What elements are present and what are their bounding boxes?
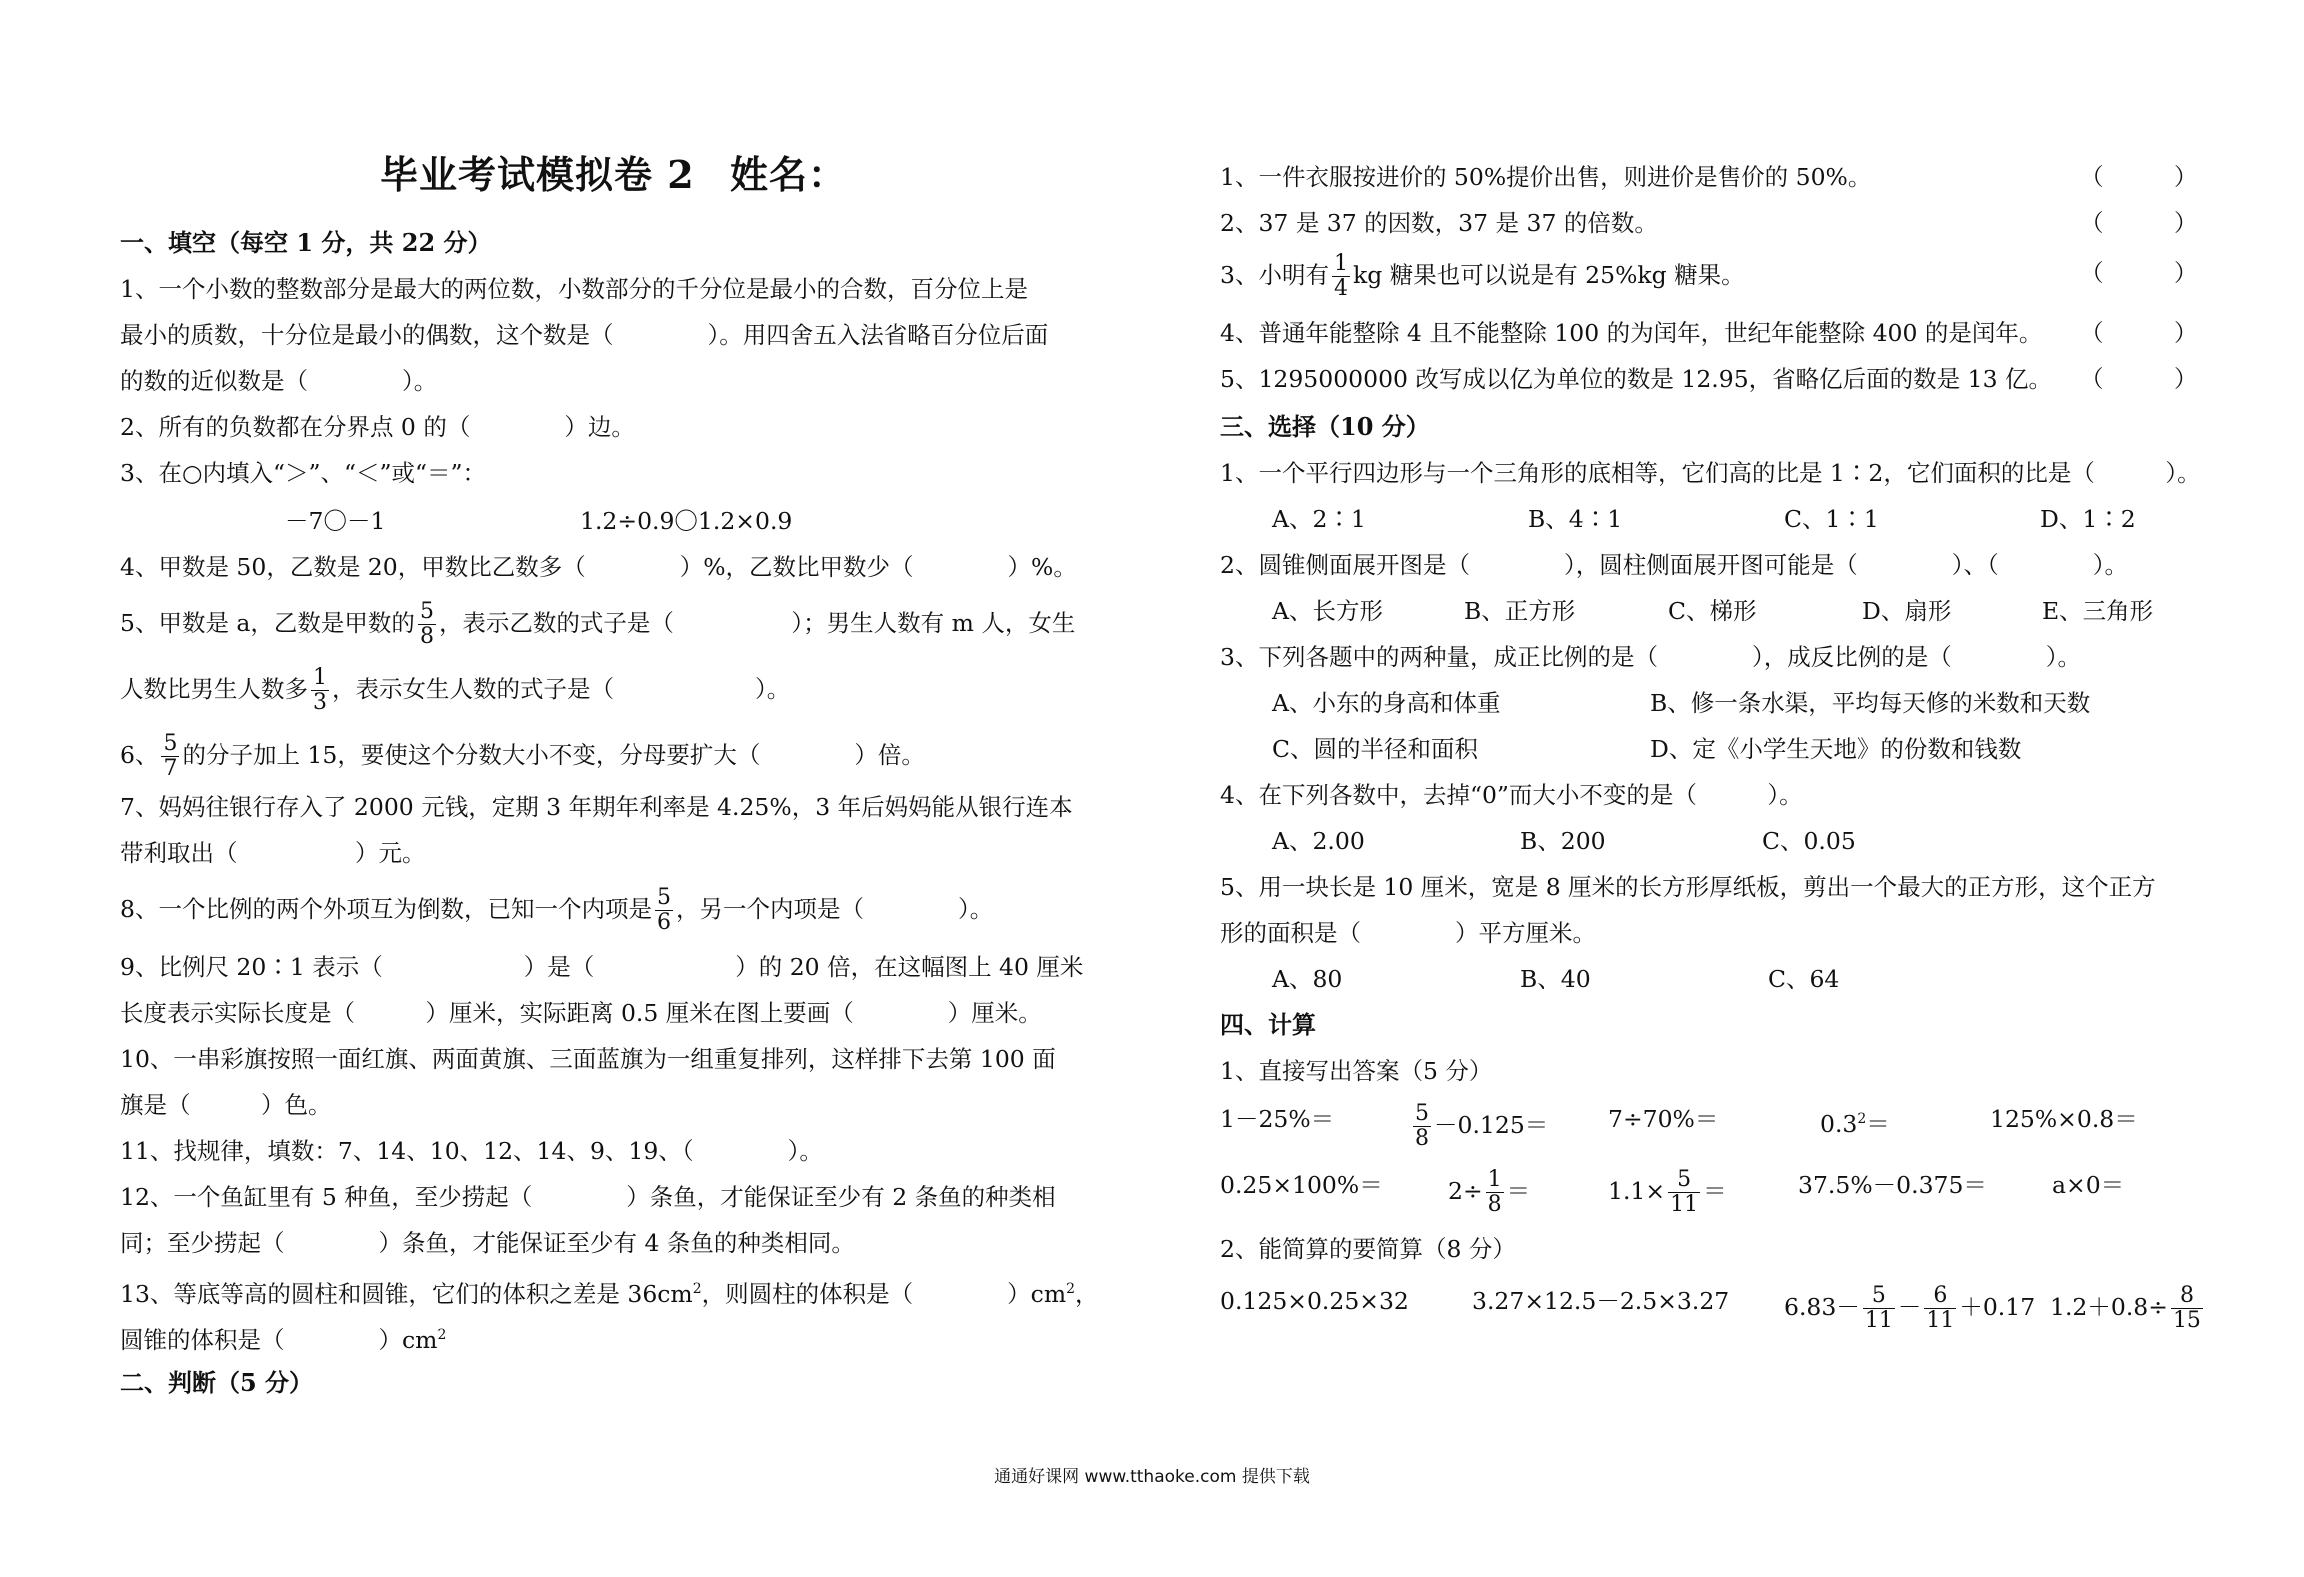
judge-1-paren[interactable]: （ ） — [2080, 163, 2198, 191]
q7-line1: 7、妈妈往银行存入了 2000 元钱，定期 3 年期年利率是 4.25%，3 年后妈妈能从银行连本 — [120, 793, 1073, 821]
judge-1: 1、一件衣服按进价的 50%提价出售，则进价是售价的 50%。 — [1220, 163, 1872, 191]
choice-4-opt-b: B、200 — [1520, 827, 1606, 855]
q4: 4、甲数是 50，乙数是 20，甲数比乙数多（ ）%，乙数比甲数少（ ）%。 — [120, 553, 1077, 581]
q10-line1: 10、一串彩旗按照一面红旗、两面黄旗、三面蓝旗为一组重复排列，这样排下去第 100 面 — [120, 1045, 1056, 1073]
q11: 11、找规律，填数：7、14、10、12、14、9、19、（ ）。 — [120, 1137, 823, 1165]
choice-2-opt-a: A、长方形 — [1272, 597, 1383, 625]
footer-source: 通通好课网 www.tthaoke.com 提供下载 — [994, 1467, 1310, 1487]
choice-1: 1、一个平行四边形与一个三角形的底相等，它们高的比是 1∶2，它们面积的比是（ ）。 — [1220, 459, 2201, 487]
expr-7: 2÷ $\frac{1}{8}$ ＝ — [1448, 1167, 1531, 1217]
choice-2-opt-b: B、正方形 — [1464, 597, 1576, 625]
choice-5-line1: 5、用一块长是 10 厘米，宽是 8 厘米的长方形厚纸板，剪出一个最大的正方形，这个正方 — [1220, 873, 2156, 901]
choice-1-opt-a: A、2∶1 — [1272, 505, 1366, 533]
section-judge: 二、判断（5 分） — [120, 1368, 314, 1397]
q10-line2: 旗是（ ）色。 — [120, 1091, 332, 1119]
fraction: $\frac{5}{11}$ — [1864, 1283, 1893, 1333]
q5-line2: 人数比男生人数多 $\frac{1}{3}$ ，表示女生人数的式子是（ ）。 — [120, 665, 791, 715]
fraction: $\frac{5}{11}$ — [1670, 1167, 1699, 1217]
choice-1-opt-d: D、1∶2 — [2040, 505, 2136, 533]
fraction: $\frac{5}{7}$ — [163, 731, 178, 781]
q7-line2: 带利取出（ ）元。 — [120, 839, 426, 867]
expr-8: 1.1× $\frac{5}{11}$ ＝ — [1608, 1167, 1727, 1217]
choice-3-opt-a: A、小东的身高和体重 — [1272, 689, 1501, 717]
choice-5-opt-b: B、40 — [1520, 965, 1591, 993]
judge-5: 5、1295000000 改写成以亿为单位的数是 12.95，省略亿后面的数是 13 亿。 — [1220, 365, 2053, 393]
q9-line1: 9、比例尺 20∶1 表示（ ）是（ ）的 20 倍，在这幅图上 40 厘米 — [120, 953, 1084, 981]
q1-line2: 最小的质数，十分位是最小的偶数，这个数是（ ）。用四舍五入法省略百分位后面 — [120, 321, 1049, 349]
judge-2-paren[interactable]: （ ） — [2080, 209, 2198, 237]
choice-3-opt-c: C、圆的半径和面积 — [1272, 735, 1478, 763]
q3-expr-a: －7〇－1 — [285, 507, 386, 535]
choice-1-opt-c: C、1∶1 — [1784, 505, 1879, 533]
q6: 6、 $\frac{5}{7}$ 的分子加上 15，要使这个分数大小不变，分母要扩大（ ）倍。 — [120, 731, 925, 781]
expr-10: a×0＝ — [2052, 1171, 2125, 1199]
q1-line1: 1、一个小数的整数部分是最大的两位数，小数部分的千分位是最小的合数，百分位上是 — [120, 275, 1028, 303]
q2: 2、所有的负数都在分界点 0 的（ ）边。 — [120, 413, 635, 441]
q3-expr-b: 1.2÷0.9〇1.2×0.9 — [580, 507, 793, 535]
q12-line2: 同；至少捞起（ ）条鱼，才能保证至少有 4 条鱼的种类相同。 — [120, 1229, 855, 1257]
exam-title: 毕业考试模拟卷 2 — [380, 152, 695, 197]
simplify-1: 0.125×0.25×32 — [1220, 1287, 1409, 1315]
expr-1: 1－25%＝ — [1220, 1105, 1335, 1133]
expr-5: 125%×0.8＝ — [1990, 1105, 2138, 1133]
q12-line1: 12、一个鱼缸里有 5 种鱼，至少捞起（ ）条鱼，才能保证至少有 2 条鱼的种类相 — [120, 1183, 1056, 1211]
q3: 3、在○内填入“＞”、“＜”或“＝”： — [120, 459, 487, 487]
choice-5-opt-a: A、80 — [1272, 965, 1343, 993]
judge-3: 3、小明有 $\frac{1}{4}$ kg 糖果也可以说是有 25%kg 糖果。 — [1220, 251, 1745, 301]
expr-6: 0.25×100%＝ — [1220, 1171, 1383, 1199]
choice-4-opt-c: C、0.05 — [1762, 827, 1856, 855]
fraction: $\frac{6}{11}$ — [1926, 1283, 1955, 1333]
choice-4-opt-a: A、2.00 — [1272, 827, 1365, 855]
choice-3: 3、下列各题中的两种量，成正比例的是（ ），成反比例的是（ ）。 — [1220, 643, 2081, 671]
choice-5-line2: 形的面积是（ ）平方厘米。 — [1220, 919, 1596, 947]
fraction: $\frac{8}{15}$ — [2172, 1283, 2201, 1333]
fraction: $\frac{5}{8}$ — [419, 599, 434, 649]
choice-2-opt-e: E、三角形 — [2042, 597, 2154, 625]
section-calc: 四、计算 — [1220, 1010, 1316, 1039]
expr-9: 37.5%－0.375＝ — [1798, 1171, 1987, 1199]
simplify-4: 1.2＋0.8÷ $\frac{8}{15}$ — [2050, 1283, 2201, 1333]
calc-1-heading: 1、直接写出答案（5 分） — [1220, 1057, 1493, 1085]
fraction: $\frac{1}{4}$ — [1333, 251, 1348, 301]
simplify-3: 6.83－ $\frac{5}{11}$ － $\frac{6}{11}$ ＋0.17 — [1784, 1283, 2036, 1333]
section-choice: 三、选择（10 分） — [1220, 412, 1430, 441]
calc-2-heading: 2、能简算的要简算（8 分） — [1220, 1235, 1516, 1263]
judge-5-paren[interactable]: （ ） — [2080, 365, 2198, 393]
judge-4-paren[interactable]: （ ） — [2080, 319, 2198, 347]
q1-line3: 的数的近似数是（ ）。 — [120, 367, 438, 395]
q8: 8、一个比例的两个外项互为倒数，已知一个内项是 $\frac{5}{6}$ ，另一个内项是（ ）。 — [120, 885, 994, 935]
fraction: $\frac{1}{8}$ — [1487, 1167, 1502, 1217]
q13-line2: 圆锥的体积是（ ）$cm^2$ — [120, 1325, 447, 1354]
q9-line2: 长度表示实际长度是（ ）厘米，实际距离 0.5 厘米在图上要画（ ）厘米。 — [120, 999, 1042, 1027]
fraction: $\frac{5}{8}$ — [1415, 1101, 1429, 1151]
fraction: $\frac{1}{3}$ — [313, 665, 327, 715]
judge-2: 2、37 是 37 的因数，37 是 37 的倍数。 — [1220, 209, 1658, 237]
name-label: 姓名： — [730, 152, 848, 197]
choice-2-opt-c: C、梯形 — [1668, 597, 1757, 625]
judge-3-paren[interactable]: （ ） — [2080, 259, 2198, 287]
choice-3-opt-b: B、修一条水渠，平均每天修的米数和天数 — [1650, 689, 2091, 717]
q13-line1: 13、等底等高的圆柱和圆锥，它们的体积之差是 $36cm^2$，则圆柱的体积是（ ）$cm^2$， — [120, 1279, 1099, 1308]
q5-line1: 5、甲数是 a，乙数是甲数的 $\frac{5}{8}$ ，表示乙数的式子是（ ）；男生人数有 m 人，女生 — [120, 599, 1076, 649]
choice-1-opt-b: B、4∶1 — [1528, 505, 1623, 533]
judge-4: 4、普通年能整除 4 且不能整除 100 的为闰年，世纪年能整除 400 的是闰年。 — [1220, 319, 2043, 347]
section-fill-in: 一、填空（每空 1 分，共 22 分） — [120, 228, 492, 257]
choice-2: 2、圆锥侧面展开图是（ ），圆柱侧面展开图可能是（ ）、（ ）。 — [1220, 551, 2128, 579]
simplify-2: 3.27×12.5－2.5×3.27 — [1472, 1287, 1730, 1315]
expr-2: $\frac{5}{8}$ －0.125＝ — [1415, 1101, 1549, 1151]
expr-3: 7÷70%＝ — [1608, 1105, 1719, 1133]
choice-4: 4、在下列各数中，去掉“0”而大小不变的是（ ）。 — [1220, 781, 1803, 809]
choice-2-opt-d: D、扇形 — [1862, 597, 1952, 625]
expr-4: $0.3^2=$ — [1820, 1109, 1890, 1138]
fraction: $\frac{5}{6}$ — [656, 885, 671, 935]
choice-3-opt-d: D、定《小学生天地》的份数和钱数 — [1650, 735, 2022, 763]
choice-5-opt-c: C、64 — [1768, 965, 1840, 993]
